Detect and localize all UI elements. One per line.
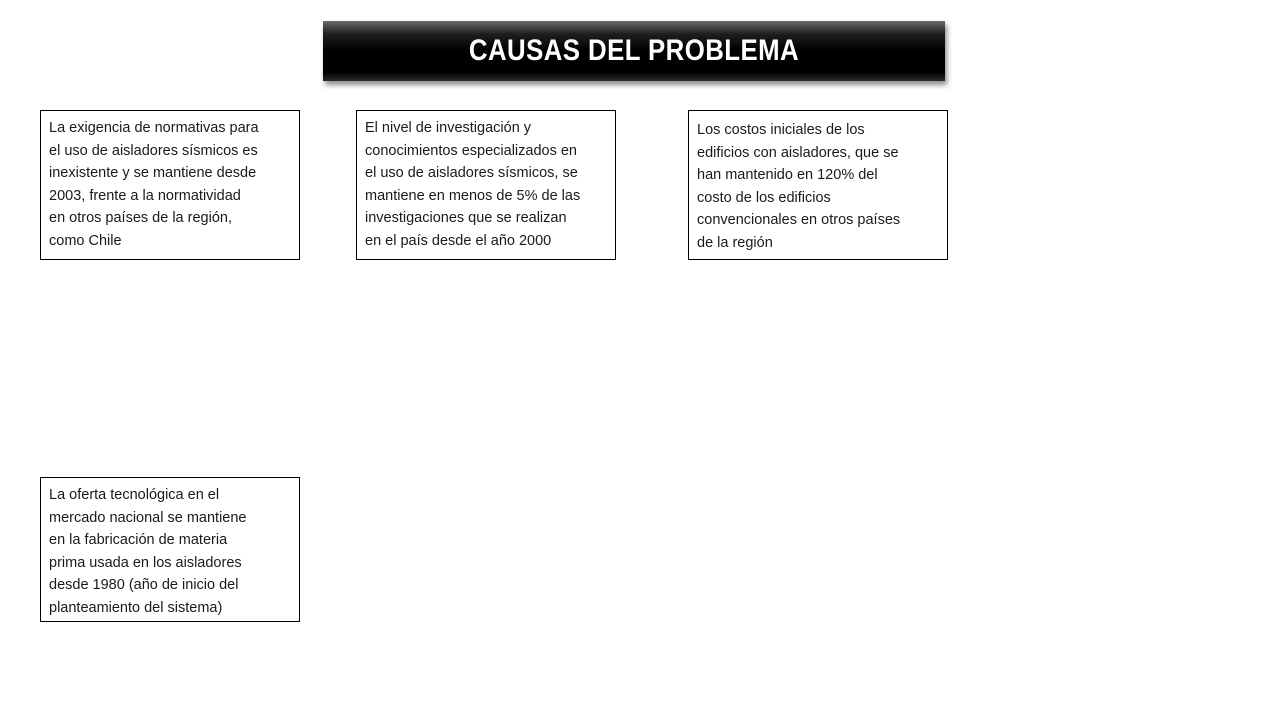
cause-line: el uso de aisladores sísmicos, se [365, 165, 578, 181]
cause-line: mantiene en menos de 5% de las [365, 187, 581, 204]
cause-box-oferta-tecnologica [40, 477, 300, 622]
title-banner [323, 21, 945, 81]
cause-line: edificios con aisladores, que se [697, 144, 899, 161]
cause-line: Los costos iniciales de los [697, 122, 865, 138]
cause-line: La oferta tecnológica en el [49, 487, 220, 503]
cause-line: de la región [697, 234, 773, 251]
cause-line: 2003, frente a la normatividad [49, 187, 241, 204]
cause-line: inexistente y se mantiene desde [49, 165, 257, 181]
cause-line: desde 1980 (año de inicio del [49, 577, 239, 593]
cause-line: en otros países de la región, [49, 210, 232, 226]
cause-line: conocimientos especializados en [365, 142, 577, 159]
cause-line: El nivel de investigación y [365, 120, 532, 136]
cause-box-normativas [40, 110, 300, 260]
cause-line: investigaciones que se realizan [365, 210, 567, 226]
cause-box-investigacion [356, 110, 616, 260]
cause-line: han mantenido en 120% del [697, 167, 878, 183]
cause-line: planteamiento del sistema) [49, 599, 223, 616]
cause-line: costo de los edificios [697, 189, 831, 206]
cause-box-costos [688, 110, 948, 260]
cause-line: en la fabricación de materia [49, 532, 228, 548]
cause-line: en el país desde el año 2000 [365, 232, 552, 249]
cause-line: convencionales en otros países [697, 212, 901, 228]
slide-title: CAUSAS DEL PROBLEMA [468, 34, 800, 67]
cause-line: prima usada en los aisladores [49, 554, 242, 571]
cause-line: como Chile [49, 232, 122, 249]
cause-line: el uso de aisladores sísmicos es [49, 142, 258, 159]
cause-line: La exigencia de normativas para [49, 120, 259, 136]
cause-line: mercado nacional se mantiene [49, 509, 247, 526]
